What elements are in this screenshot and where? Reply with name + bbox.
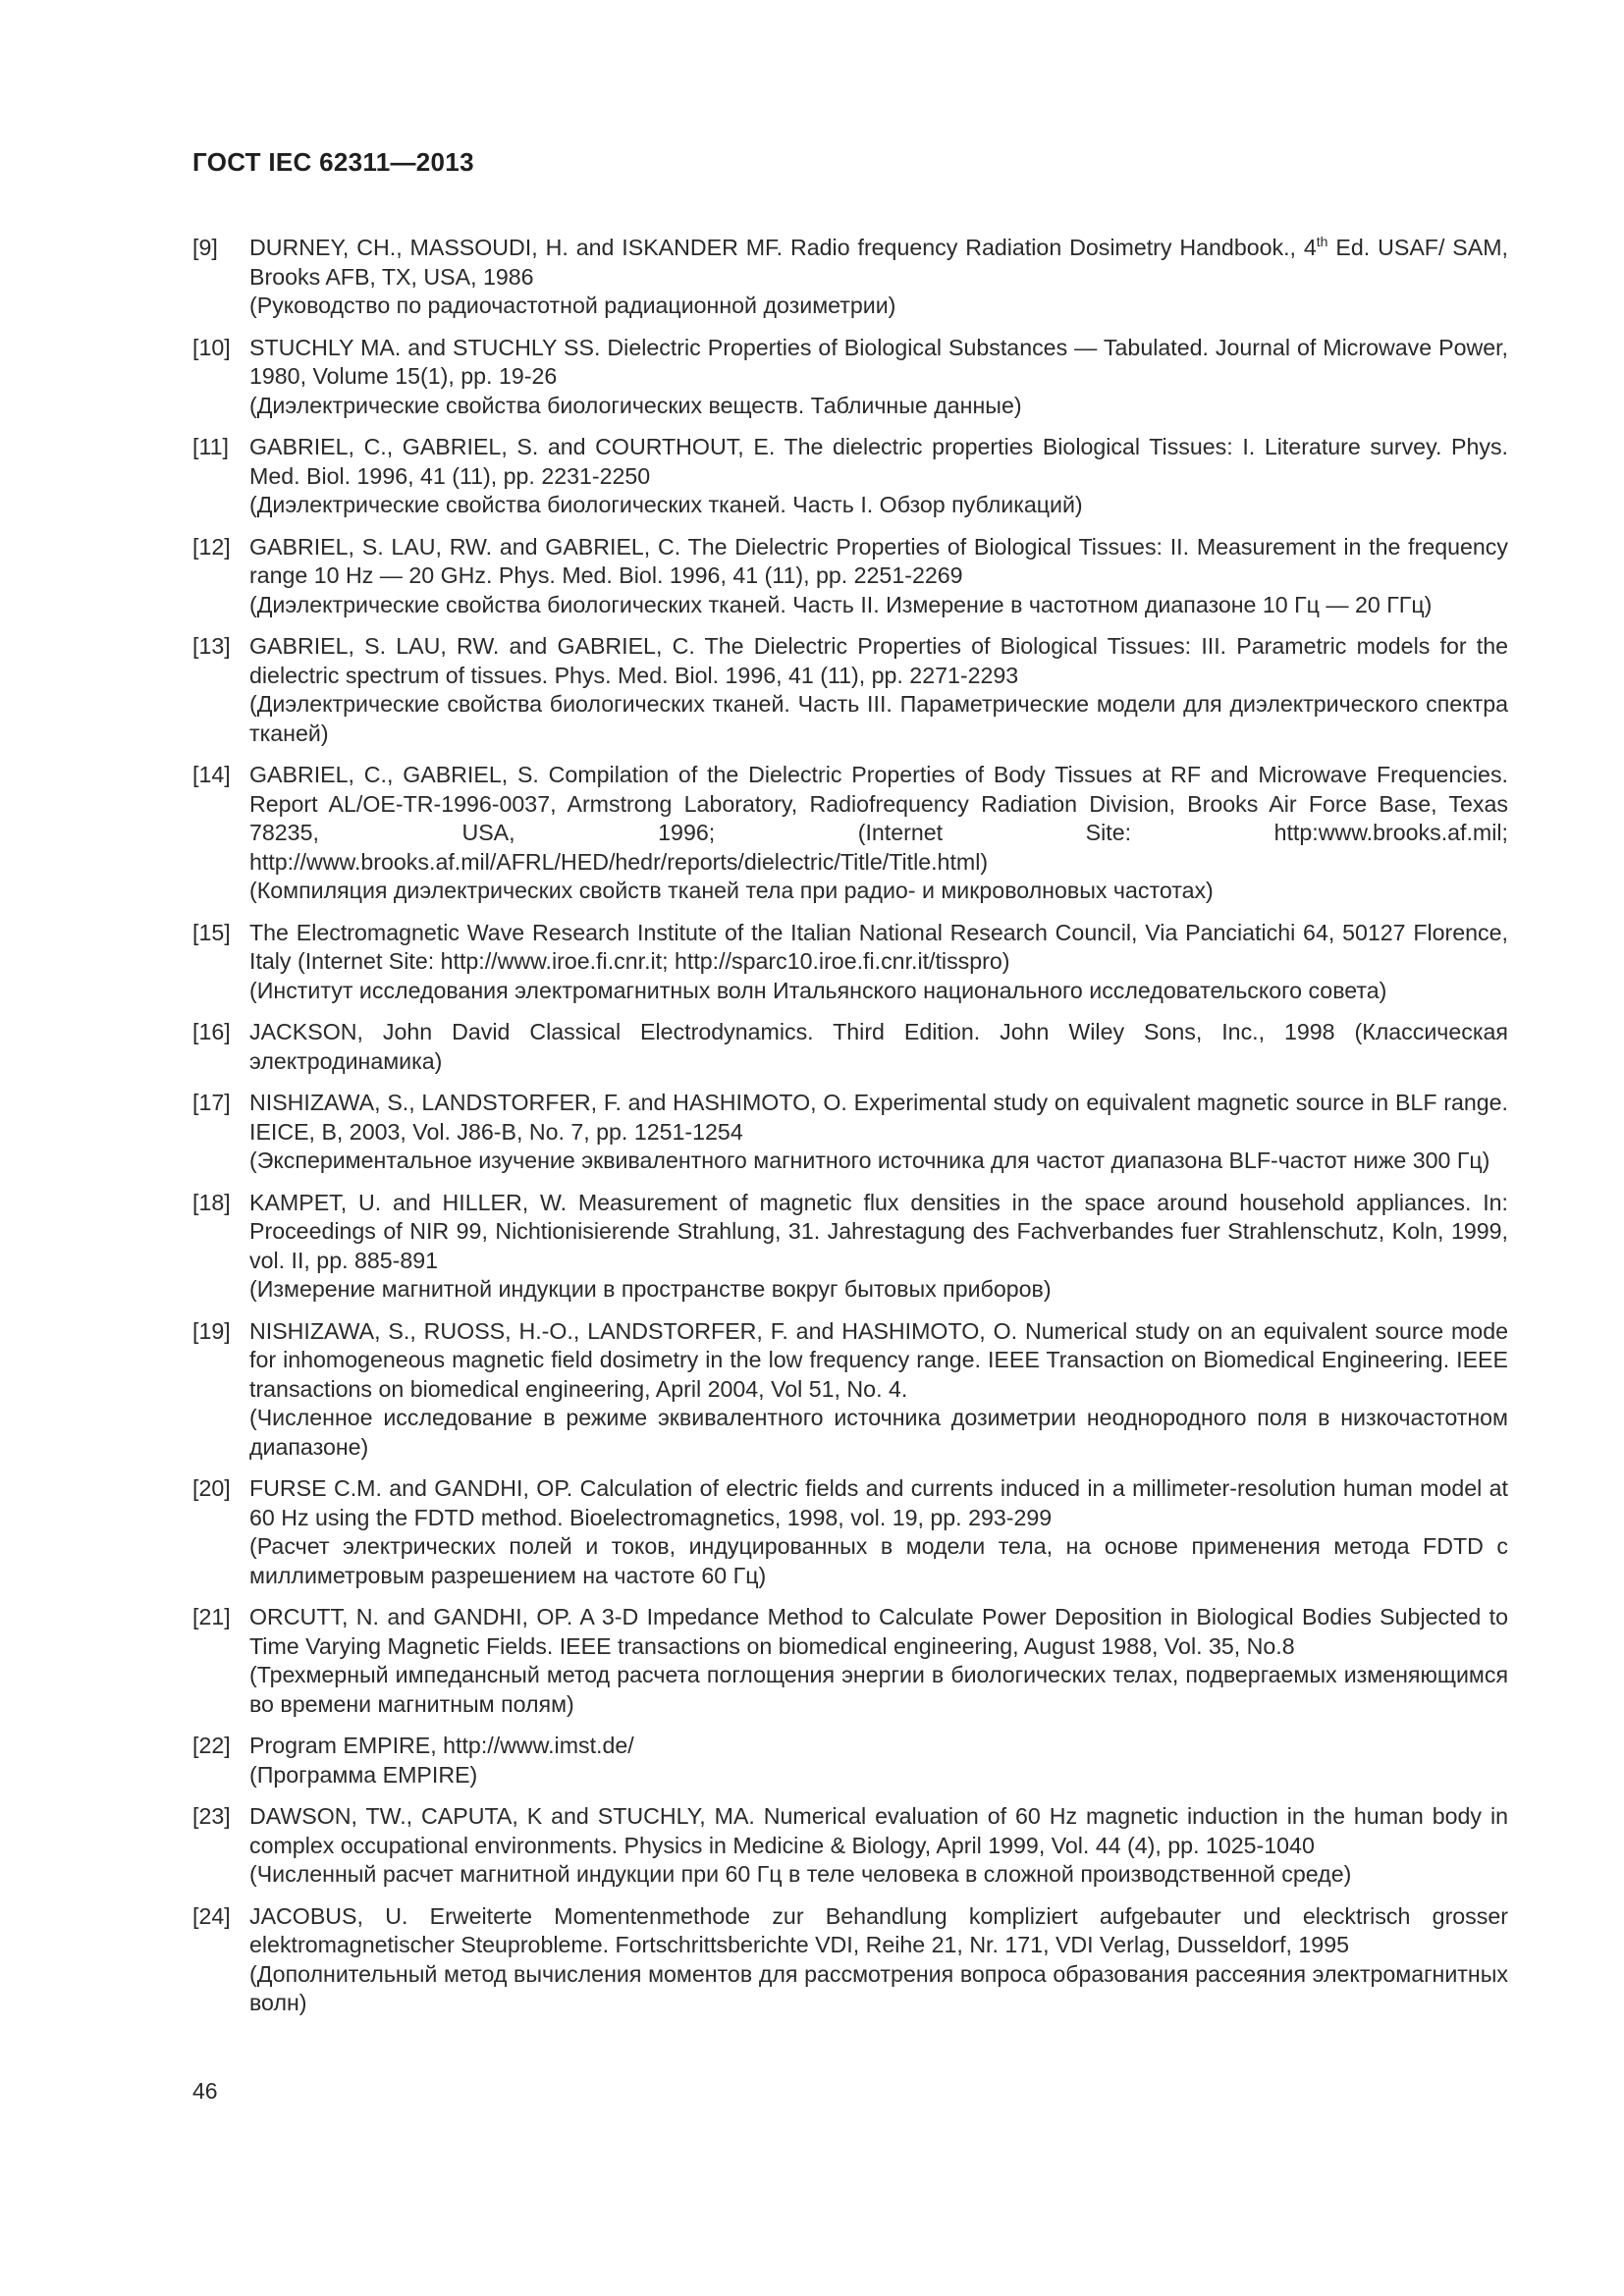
reference-item [192, 234, 1508, 321]
reference-number: [10] [192, 334, 231, 360]
reference-citation: GABRIEL, S. LAU, RW. and GABRIEL, C. The Dielectric Properties of Biological Tissues: II. Measurement in the frequency range 10 Hz — 20 GHz. Phys. Med. Biol. 1996, 41 (11), pp. 2251-2269 [249, 533, 1508, 588]
reference-item [192, 919, 1508, 1006]
reference-number: [24] [192, 1902, 231, 1929]
reference-item [192, 1089, 1508, 1176]
reference-citation: KAMPET, U. and HILLER, W. Measurement of magnetic flux densities in the space around household appliances. In: Proceedings of NIR 99, Nichtionisierende Strahlung, 31. Jahrestagung des Fachverbandes fuer Strahlenschutz, Koln, 1999, vol. II, pp. 885-891 [249, 1189, 1508, 1273]
reference-citation: FURSE C.M. and GANDHI, OP. Calculation of electric fields and currents induced in a millimeter-resolution human model at 60 Hz using the FDTD method. Bioelectromagnetics, 1998, vol. 19, pp. 293-299 [249, 1475, 1508, 1530]
reference-item [192, 1732, 1508, 1789]
reference-number: [20] [192, 1475, 231, 1501]
reference-item [192, 433, 1508, 520]
reference-number: [23] [192, 1803, 231, 1829]
reference-number: [16] [192, 1019, 231, 1044]
reference-item [192, 1802, 1508, 1890]
reference-number: [17] [192, 1090, 231, 1115]
reference-number: [12] [192, 533, 231, 560]
reference-translation: (Компиляция диэлектрических свойств тканей тела при радио- и микроволновых частотах) [249, 878, 1214, 903]
reference-citation: STUCHLY MA. and STUCHLY SS. Dielectric Properties of Biological Substances — Tabulated. Journal of Microwave Power, 1980, Volume 15(1), pp. 19-26 [249, 334, 1508, 389]
reference-citation: GABRIEL, C., GABRIEL, S. Compilation of the Dielectric Properties of Body Tissues at RF and Microwave Frequencies. Report AL/OE-TR-1996-0037, Armstrong Laboratory, Radiofrequency Radiation Division, Brooks Air Force Base, Texas 78235, USA, 1996; (Internet Site: http:www.brooks.af.mil; http://www.brooks.af.mil/AFRL/HED/hedr/reports/dielectric/Title/Title.html) [249, 762, 1508, 875]
reference-number: [14] [192, 762, 231, 787]
reference-translation: (Дополнительный метод вычисления моментов для рассмотрения вопроса образования рассеяния электромагнитных волн) [249, 1960, 1508, 2015]
reference-citation: ORCUTT, N. and GANDHI, OP. A 3-D Impedance Method to Calculate Power Deposition in Biological Bodies Subjected to Time Varying Magnetic Fields. IEEE transactions on biomedical engineering, August 1988, Vol. 35, No.8 [249, 1604, 1508, 1659]
page-number: 46 [192, 2078, 218, 2104]
reference-item [192, 1902, 1508, 2018]
reference-number: [22] [192, 1733, 231, 1758]
reference-item [192, 1018, 1508, 1076]
reference-translation: (Диэлектрические свойства биологических веществ. Табличные данные) [249, 392, 1022, 418]
reference-number: [21] [192, 1604, 231, 1629]
reference-translation: (Измерение магнитной индукции в пространстве вокруг бытовых приборов) [249, 1276, 1052, 1302]
reference-translation: (Руководство по радиочастотной радиационной дозиметрии) [249, 293, 896, 318]
superscript-text: th [1316, 234, 1328, 249]
reference-citation: DURNEY, CH., MASSOUDI, H. and ISKANDER MF. Radio frequency Radiation Dosimetry Handbook., 4th Ed. USAF/ SAM, Brooks AFB, TX, USA, 1986 [249, 234, 1508, 290]
reference-translation: (Программа EMPIRE) [249, 1761, 478, 1788]
reference-translation: (Диэлектрические свойства биологических тканей. Часть III. Параметрические модели для диэлектрического спектра тканей) [249, 691, 1508, 746]
reference-item [192, 1474, 1508, 1590]
reference-number: [18] [192, 1189, 231, 1215]
reference-list [192, 234, 1508, 2031]
reference-translation: (Институт исследования электромагнитных волн Итальянского национального исследовательского совета) [249, 977, 1387, 1003]
reference-number: [13] [192, 633, 231, 659]
reference-translation: (Трехмерный импедансный метод расчета поглощения энергии в биологических телах, подвергаемых изменяющимся во времени магнитным полям) [249, 1662, 1508, 1717]
reference-number: [11] [192, 434, 229, 459]
reference-number: [15] [192, 919, 231, 945]
reference-item [192, 761, 1508, 906]
reference-number: [9] [192, 235, 218, 260]
reference-item [192, 334, 1508, 421]
reference-translation: (Диэлектрические свойства биологических тканей. Часть II. Измерение в частотном диапазоне 10 Гц — 20 ГГц) [249, 591, 1433, 617]
reference-translation: (Численное исследование в режиме эквивалентного источника дозиметрии неоднородного поля в низкочастотном диапазоне) [249, 1405, 1508, 1460]
reference-item [192, 1603, 1508, 1719]
reference-citation: JACOBUS, U. Erweiterte Momentenmethode zur Behandlung kompliziert aufgebauter und elecktrisch grosser elektromagnetischer Steuprobleme. Fortschrittsberichte VDI, Reihe 21, Nr. 171, VDI Verlag, Dusseldorf, 1995 [249, 1902, 1508, 1957]
reference-citation: DAWSON, TW., CAPUTA, K and STUCHLY, MA. Numerical evaluation of 60 Hz magnetic induction in the human body in complex occupational environments. Physics in Medicine & Biology, April 1999, Vol. 44 (4), pp. 1025-1040 [249, 1803, 1508, 1858]
reference-item [192, 632, 1508, 748]
reference-citation: GABRIEL, S. LAU, RW. and GABRIEL, C. The Dielectric Properties of Biological Tissues: III. Parametric models for the dielectric spectrum of tissues. Phys. Med. Biol. 1996, 41 (11), pp. 2271-2293 [249, 633, 1508, 688]
reference-translation: (Численный расчет магнитной индукции при 60 Гц в теле человека в сложной производственной среде) [249, 1861, 1352, 1887]
reference-number: [19] [192, 1317, 231, 1344]
reference-translation: (Экспериментальное изучение эквивалентного магнитного источника для частот диапазона BLF-частот ниже 300 Гц) [249, 1148, 1490, 1173]
reference-item [192, 1317, 1508, 1463]
reference-citation: NISHIZAWA, S., RUOSS, H.-O., LANDSTORFER, F. and HASHIMOTO, O. Numerical study on an equivalent source mode for inhomogeneous magnetic field dosimetry in the low frequency range. IEEE Transaction on Biomedical Engineering. IEEE transactions on biomedical engineering, April 2004, Vol 51, No. 4. [249, 1317, 1508, 1402]
reference-citation: GABRIEL, C., GABRIEL, S. and COURTHOUT, E. The dielectric properties Biological Tissues: I. Literature survey. Phys. Med. Biol. 1996, 41 (11), pp. 2231-2250 [249, 434, 1508, 489]
reference-citation: NISHIZAWA, S., LANDSTORFER, F. and HASHIMOTO, O. Experimental study on equivalent magnetic source in BLF range. IEICE, B, 2003, Vol. J86-B, No. 7, pp. 1251-1254 [249, 1090, 1508, 1145]
reference-item [192, 533, 1508, 620]
reference-item [192, 1189, 1508, 1305]
reference-citation: JACKSON, John David Classical Electrodynamics. Third Edition. John Wiley Sons, Inc., 1998 (Классическая электродинамика) [249, 1019, 1508, 1074]
reference-citation: Program EMPIRE, http://www.imst.de/ [249, 1733, 634, 1758]
reference-translation: (Диэлектрические свойства биологических тканей. Часть I. Обзор публикаций) [249, 492, 1083, 517]
reference-translation: (Расчет электрических полей и токов, индуцированных в модели тела, на основе применения метода FDTD с миллиметровым разрешением на частоте 60 Гц) [249, 1533, 1508, 1588]
reference-citation: The Electromagnetic Wave Research Institute of the Italian National Research Council, Via Panciatichi 64, 50127 Florence, Italy (Internet Site: http://www.iroe.fi.cnr.it; http://sparc10.iroe.fi.cnr.it/tisspro) [249, 919, 1508, 974]
document-header-title: ГОСТ IEC 62311—2013 [192, 147, 474, 177]
